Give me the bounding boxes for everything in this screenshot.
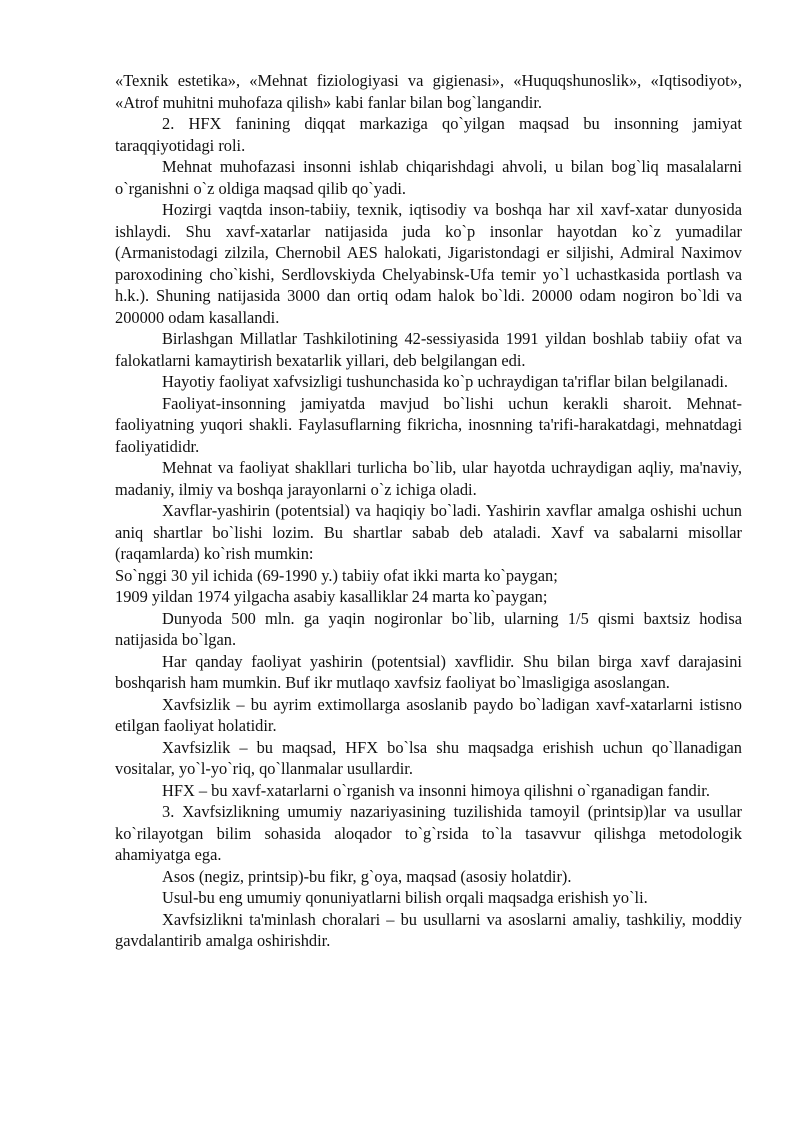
paragraph-3: Mehnat muhofazasi insonni ishlab chiqarishdagi ahvoli, u bilan bog`liq masalalarni o`rganishni o`z oldiga maqsad qilib qo`yadi. [115, 157, 742, 198]
paragraph-20: Xavfsizlikni ta'minlash choralari – bu usullarni va asoslarni amaliy, tashkiliy, moddiy gavdalantirib amalga oshirishdir. [115, 909, 742, 950]
paragraph-4: Hozirgi vaqtda inson-tabiiy, texnik, iqtisodiy va boshqa har xil xavf-xatar dunyosida ishlaydi. Shu xavf-xatarlar natijasida juda ko`p insonlar hayotdan ko`z yumadilar (Armanistodagi zilzila, Chernobil AES halokati, Jigaristondagi er siljishi, Admiral Naximov paroxodining cho`kishi, Serdlovskiyda Chelyabinsk-Ufa temir yo`l uchastkasida portlash va h.k.). Shuning natijasida 3000 dan ortiq odam halok bo`ldi. 20000 odam nogiron bo`ldi va 200000 odam kasallandi. [115, 200, 742, 327]
paragraph-19: Usul-bu eng umumiy qonuniyatlarni bilish orqali maqsadga erishish yo`li. [162, 888, 648, 907]
paragraph-12: Dunyoda 500 mln. ga yaqin nogironlar bo`lib, ularning 1/5 qismi baxtsiz hodisa natijasida bo`lgan. [115, 608, 742, 649]
paragraph-7: Faoliyat-insonning jamiyatda mavjud bo`lishi uchun kerakli sharoit. Mehnat-faoliyatning yuqori shakli. Faylasuflarning fikricha, inosnning ta'rifi-harakatdagi, mehnatdagi faoliyatididr. [115, 393, 742, 456]
document-page [115, 70, 742, 952]
list-line-2: 1909 yildan 1974 yilgacha asabiy kasalliklar 24 marta ko`paygan; [115, 587, 548, 606]
paragraph-9: Xavflar-yashirin (potentsial) va haqiqiy bo`ladi. Yashirin xavflar amalga oshishi uchun aniq shartlar bo`lishi lozim. Bu shartlar sabab deb ataladi. Xavf va sabalarni misollar (raqamlarda) ko`rish mumkin: [115, 501, 742, 563]
paragraph-16: HFX – bu xavf-xatarlarni o`rganish va insonni himoya qilishni o`rganadigan fandir. [162, 780, 710, 800]
paragraph-17: 3. Xavfsizlikning umumiy nazariyasining tuzilishida tamoyil (printsip)lar va usullar ko`rilayotgan bilim sohasida aloqador to`g`rsida to`la tasavvur qilishga metodologik ahamiyatga ega. [115, 802, 742, 864]
paragraph-18: Asos (negiz, printsip)-bu fikr, g`oya, maqsad (asosiy holatdir). [162, 866, 572, 886]
paragraph-5: Birlashgan Millatlar Tashkilotining 42-sessiyasida 1991 yildan boshlab tabiiy ofat va falokatlarni kamaytirish bexatarlik yillari, deb belgilangan edi. [115, 329, 742, 370]
list-line-1: So`nggi 30 yil ichida (69-1990 y.) tabiiy ofat ikki marta ko`paygan; [115, 565, 558, 585]
paragraph-1: «Texnik estetika», «Mehnat fiziologiyasi va gigienasi», «Huquqshunoslik», «Iqtisodiyot», «Atrof muhitni muhofaza qilish» kabi fanlar bilan bog`langandir. [115, 71, 742, 112]
paragraph-14: Xavfsizlik – bu ayrim extimollarga asoslanib paydo bo`ladigan xavf-xatarlarni istisno etilgan faoliyat holatidir. [115, 694, 742, 735]
paragraph-6: Hayotiy faoliyat xafvsizligi tushunchasida ko`p uchraydigan ta'riflar bilan belgilanadi. [162, 372, 728, 391]
paragraph-2: 2. HFX fanining diqqat markaziga qo`yilgan maqsad bu insonning jamiyat taraqqiyotidagi roli. [115, 114, 742, 155]
paragraph-15: Xavfsizlik – bu maqsad, HFX bo`lsa shu maqsadga erishish uchun qo`llanadigan vositalar, yo`l-yo`riq, qo`llanmalar usullardir. [115, 737, 742, 778]
paragraph-8: Mehnat va faoliyat shakllari turlicha bo`lib, ular hayotda uchraydigan aqliy, ma'naviy, madaniy, ilmiy va boshqa jarayonlarni o`z ichiga oladi. [115, 458, 742, 499]
paragraph-13: Har qanday faoliyat yashirin (potentsial) xavflidir. Shu bilan birga xavf darajasini boshqarish ham mumkin. Buf ikr mutlaqo xavfsiz faoliyat bo`lmasligiga asoslangan. [115, 651, 742, 692]
